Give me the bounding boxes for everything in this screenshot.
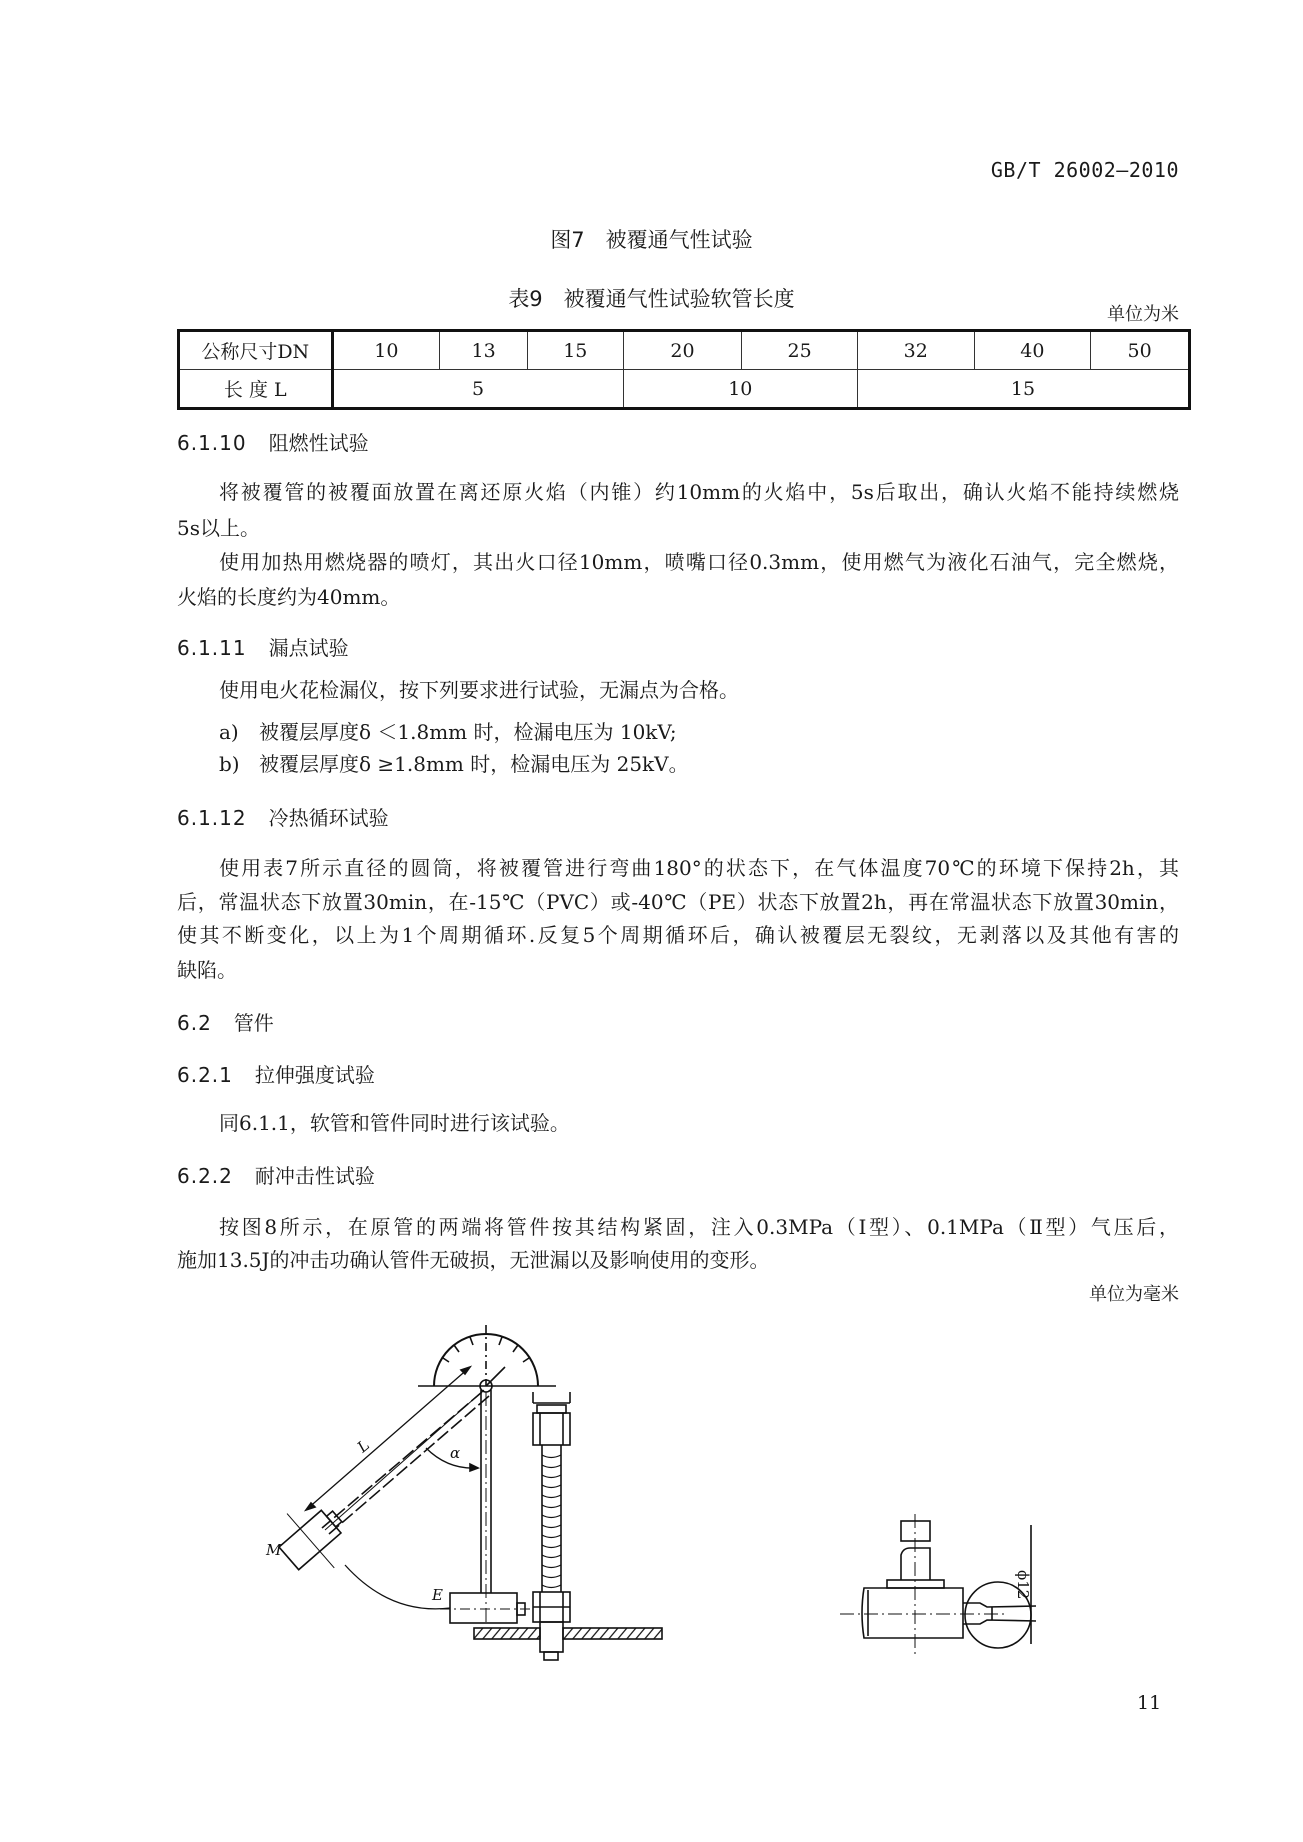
page-number: 11: [1137, 1692, 1162, 1714]
paragraph-line: 同6.1.1，软管和管件同时进行该试验。: [219, 1111, 570, 1135]
paragraph-line: 使其不断变化，以上为1个周期循环.反复5个周期循环后，确认被覆层无裂纹，无剥落以及其他有害的: [177, 923, 1179, 947]
section-number: 6.2.2: [177, 1164, 233, 1188]
table-9-caption: 表9 被覆通气性试验软管长度: [508, 287, 795, 311]
paragraph-line: 5s以上。: [177, 516, 260, 540]
row-header-length: 长 度 L: [179, 370, 333, 409]
section-number: 6.2.1: [177, 1063, 233, 1087]
section-number: 6.1.10: [177, 431, 247, 455]
list-marker: b): [219, 752, 240, 776]
row-header-dn: 公称尺寸DN: [179, 331, 333, 370]
section-number: 6.1.11: [177, 636, 247, 660]
paragraph-line: 使用表7所示直径的圆筒，将被覆管进行弯曲180°的状态下，在气体温度70℃的环境下保持2h，其: [219, 856, 1179, 880]
swung-arm: [306, 1367, 489, 1534]
dn-cell: 10: [332, 331, 440, 370]
section-title: 冷热循环试验: [268, 806, 389, 830]
protractor-scale: [418, 1325, 556, 1386]
dn-cell: 50: [1091, 331, 1190, 370]
list-marker: a): [219, 720, 239, 744]
table-9-unit-note: 单位为米: [1107, 304, 1179, 325]
paragraph-line: 按图8所示，在原管的两端将管件按其结构紧固，注入0.3MPa（Ⅰ型）、0.1MPa（Ⅱ型）气压后，: [219, 1215, 1179, 1239]
fitting-detail: [840, 1514, 1036, 1656]
base-plate: [474, 1628, 662, 1639]
paragraph-line: 施加13.5J的冲击功确认管件无破损，无泄漏以及影响使用的变形。: [177, 1248, 770, 1272]
paragraph-line: 火焰的长度约为40mm。: [177, 585, 401, 609]
label-angle: α: [450, 1444, 461, 1462]
label-diameter: ϕ12: [1014, 1570, 1032, 1600]
section-title: 管件: [233, 1011, 274, 1035]
dn-cell: 32: [857, 331, 974, 370]
list-text: 被覆层厚度δ ＜1.8mm 时，检漏电压为 10kV;: [259, 720, 677, 744]
dn-cell: 20: [623, 331, 742, 370]
paragraph-line: 使用电火花检漏仪，按下列要求进行试验，无漏点为合格。: [219, 678, 739, 702]
paragraph-line: 缺陷。: [177, 958, 237, 982]
figure-7-caption: 图7 被覆通气性试验: [550, 228, 753, 252]
label-hammer: E: [432, 1586, 443, 1604]
section-title: 拉伸强度试验: [254, 1063, 375, 1087]
paragraph-line: 后，常温状态下放置30min，在-15℃（PVC）或-40℃（PE）状态下放置2h，再在常温状态下放置30min，: [177, 890, 1179, 914]
section-title: 耐冲击性试验: [254, 1164, 375, 1188]
list-text: 被覆层厚度δ ≥1.8mm 时，检漏电压为 25kV。: [259, 752, 689, 776]
label-length: L: [353, 1436, 374, 1457]
figure-8-unit-note: 单位为毫米: [1089, 1284, 1179, 1305]
paragraph-line: 使用加热用燃烧器的喷灯，其出火口径10mm，喷嘴口径0.3mm，使用燃气为液化石油气，完全燃烧，: [219, 550, 1179, 574]
dn-cell: 13: [440, 331, 528, 370]
paragraph-line: 将被覆管的被覆面放置在离还原火焰（内锥）约10mm的火焰中，5s后取出，确认火焰不能持续燃烧: [219, 480, 1179, 504]
section-title: 漏点试验: [268, 636, 349, 660]
dn-cell: 15: [527, 331, 623, 370]
hose-sample: [533, 1392, 570, 1660]
dn-cell: 25: [742, 331, 858, 370]
standard-number: GB/T 26002—2010: [990, 158, 1179, 182]
length-cell: 10: [623, 370, 857, 409]
section-number: 6.1.12: [177, 806, 247, 830]
dn-cell: 40: [974, 331, 1091, 370]
length-cell: 5: [332, 370, 623, 409]
section-number: 6.2: [177, 1011, 212, 1035]
label-mass: M: [266, 1541, 282, 1559]
hammer-block-e: [440, 1593, 530, 1623]
section-title: 阻燃性试验: [268, 431, 369, 455]
pendulum-rod: [481, 1390, 491, 1625]
mass-block-m: [266, 1490, 362, 1586]
length-cell: 15: [857, 370, 1189, 409]
